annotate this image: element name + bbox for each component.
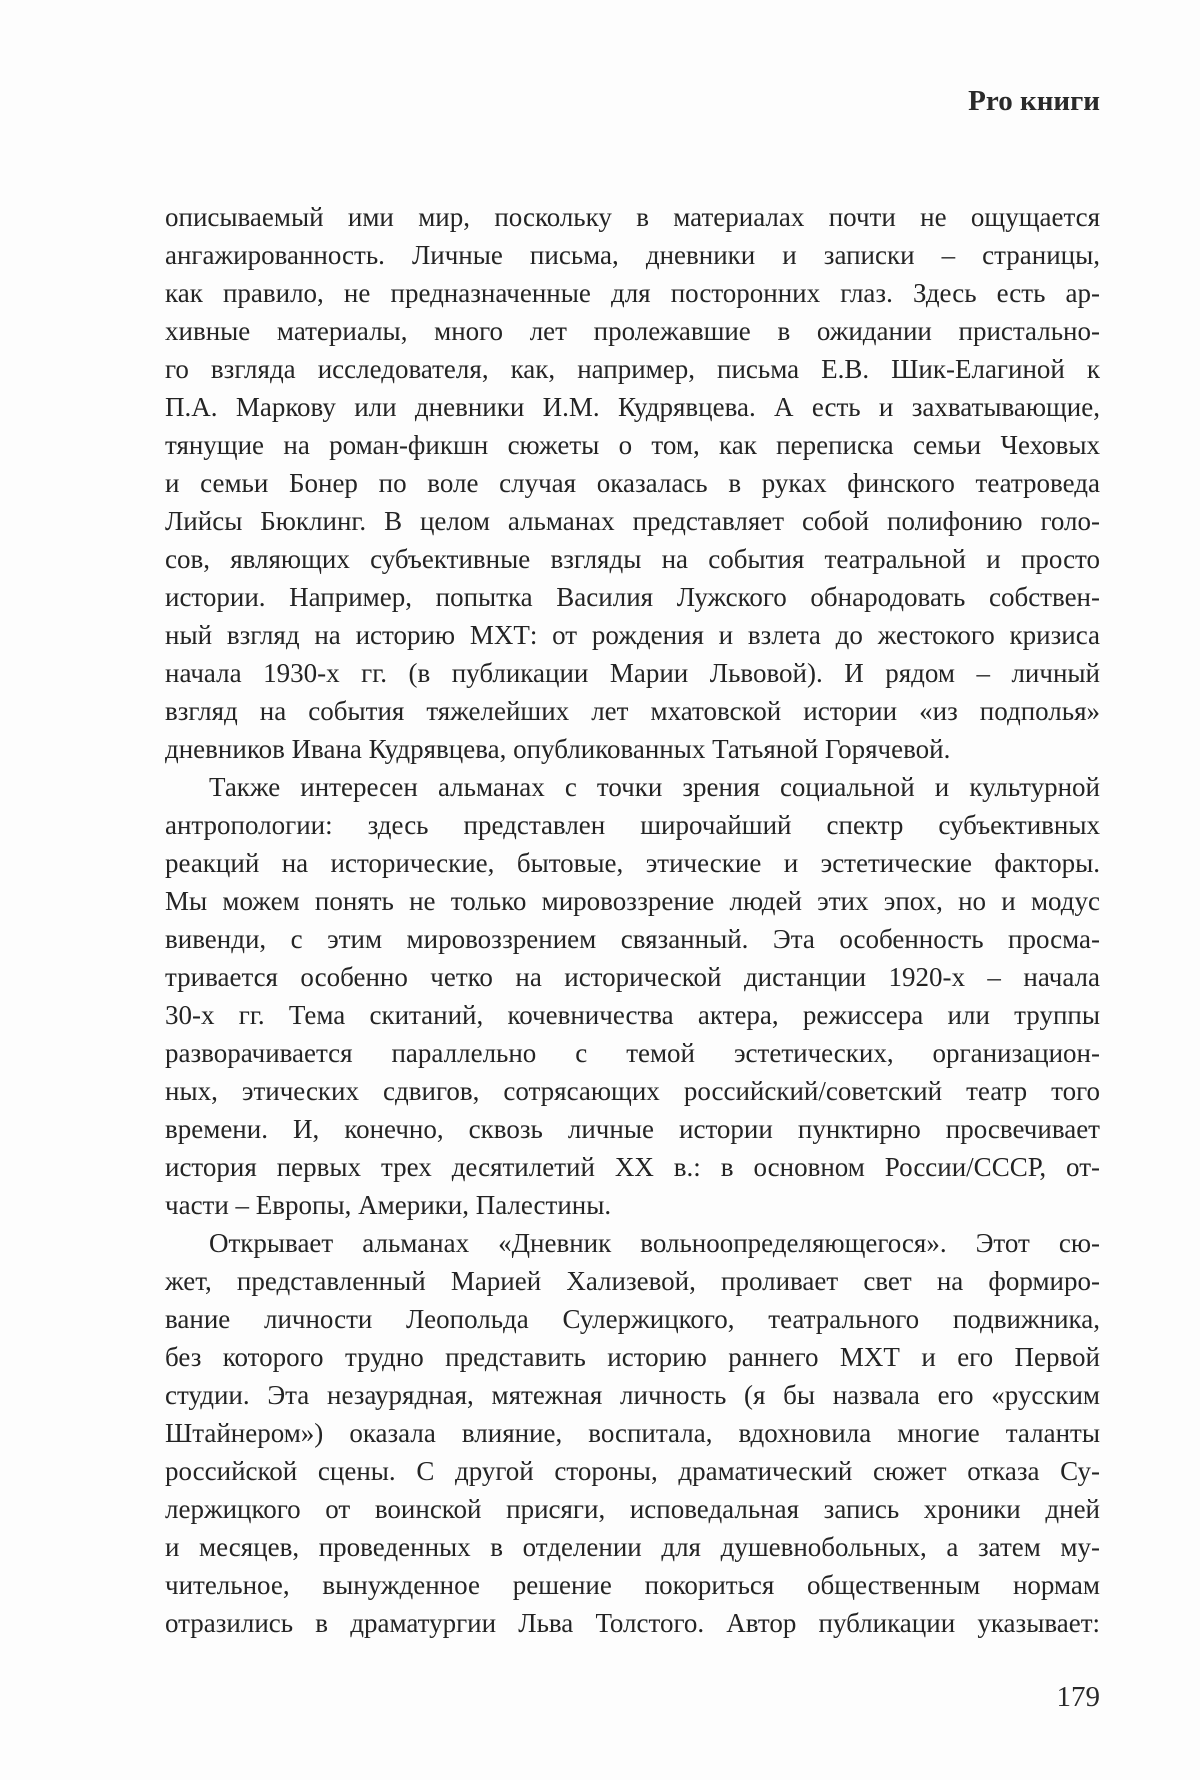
- text-line: хивные материалы, много лет пролежавшие в ожидании пристально-: [165, 316, 1100, 346]
- text-line: части – Европы, Америки, Палестины.: [165, 1190, 612, 1220]
- text-line: П.А. Маркову или дневники И.М. Кудрявцева. А есть и захватывающие,: [165, 392, 1100, 422]
- text-line: вание личности Леопольда Сулержицкого, театрального подвижника,: [165, 1304, 1100, 1334]
- text-line: взгляд на события тяжелейших лет мхатовской истории «из подполья»: [165, 696, 1100, 726]
- text-line: тривается особенно четко на исторической дистанции 1920-х – начала: [165, 962, 1100, 992]
- text-line: чительное, вынужденное решение покориться общественным нормам: [165, 1570, 1100, 1600]
- text-line: как правило, не предназначенные для посторонних глаз. Здесь есть ар-: [165, 278, 1100, 308]
- running-header: Pro книги: [968, 85, 1100, 117]
- text-line: Мы можем понять не только мировоззрение людей этих эпох, но и модус: [165, 886, 1100, 916]
- text-line: го взгляда исследователя, как, например, письма Е.В. Шик-Елагиной к: [165, 354, 1100, 384]
- text-line: российской сцены. С другой стороны, драматический сюжет отказа Су-: [165, 1456, 1100, 1486]
- text-line: реакций на исторические, бытовые, этические и эстетические факторы.: [165, 848, 1100, 878]
- text-line: разворачивается параллельно с темой эстетических, организацион-: [165, 1038, 1100, 1068]
- text-line: и семьи Бонер по воле случая оказалась в руках финского театроведа: [165, 468, 1100, 498]
- text-line: истории. Например, попытка Василия Лужского обнародовать собствен-: [165, 582, 1100, 612]
- text-line: студии. Эта незаурядная, мятежная личность (я бы назвала его «русским: [165, 1380, 1100, 1410]
- text-line: история первых трех десятилетий XX в.: в основном России/СССР, от-: [165, 1152, 1100, 1182]
- text-line: начала 1930-х гг. (в публикации Марии Львовой). И рядом – личный: [165, 658, 1100, 688]
- text-line: лержицкого от воинской присяги, исповедальная запись хроники дней: [165, 1494, 1100, 1524]
- text-line: дневников Ивана Кудрявцева, опубликованных Татьяной Горячевой.: [165, 734, 951, 764]
- text-line: 30-х гг. Тема скитаний, кочевничества актера, режиссера или труппы: [165, 1000, 1100, 1030]
- text-line: Штайнером») оказала влияние, воспитала, вдохновила многие таланты: [165, 1418, 1100, 1448]
- text-line: тянущие на роман-фикшн сюжеты о том, как переписка семьи Чеховых: [165, 430, 1100, 460]
- text-line: отразились в драматургии Льва Толстого. Автор публикации указывает:: [165, 1608, 1100, 1638]
- text-line: Открывает альманах «Дневник вольноопределяющегося». Этот сю-: [209, 1228, 1100, 1258]
- text-line: антропологии: здесь представлен широчайший спектр субъективных: [165, 810, 1100, 840]
- text-line: жет, представленный Марией Хализевой, проливает свет на формиро-: [165, 1266, 1100, 1296]
- text-line: времени. И, конечно, сквозь личные истории пунктирно просвечивает: [165, 1114, 1100, 1144]
- text-line: Лийсы Бюклинг. В целом альманах представляет собой полифонию голо-: [165, 506, 1100, 536]
- text-line: без которого трудно представить историю раннего МХТ и его Первой: [165, 1342, 1100, 1372]
- text-line: сов, являющих субъективные взгляды на события театральной и просто: [165, 544, 1100, 574]
- text-line: описываемый ими мир, поскольку в материалах почти не ощущается: [165, 202, 1100, 232]
- text-line: Также интересен альманах с точки зрения социальной и культурной: [209, 772, 1100, 802]
- text-line: и месяцев, проведенных в отделении для душевнобольных, а затем му-: [165, 1532, 1100, 1562]
- text-line: ный взгляд на историю МХТ: от рождения и взлета до жестокого кризиса: [165, 620, 1100, 650]
- text-line: вивенди, с этим мировоззрением связанный. Эта особенность просма-: [165, 924, 1100, 954]
- page-number: 179: [1056, 1681, 1100, 1713]
- text-line: ных, этических сдвигов, сотрясающих российский/советский театр того: [165, 1076, 1100, 1106]
- text-line: ангажированность. Личные письма, дневники и записки – страницы,: [165, 240, 1100, 270]
- body-text: [165, 198, 1100, 1642]
